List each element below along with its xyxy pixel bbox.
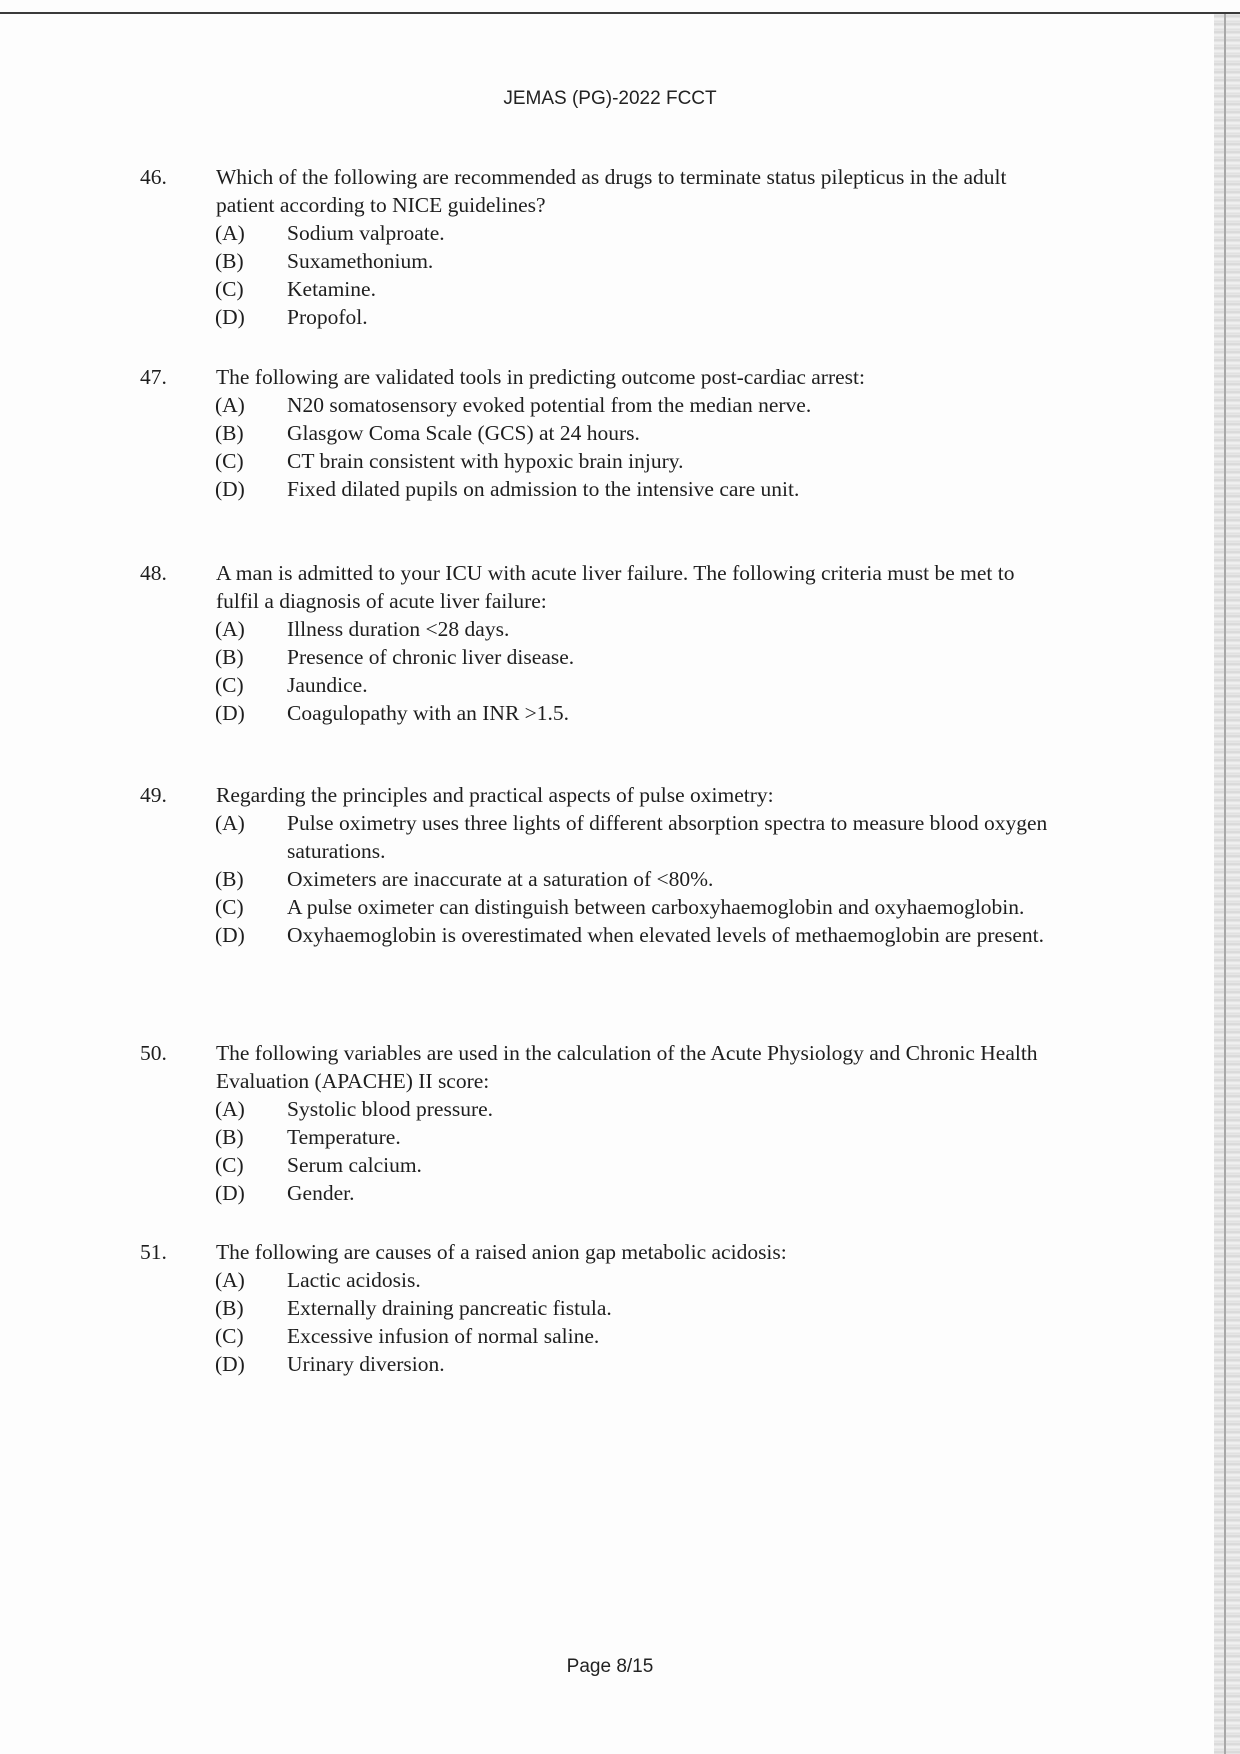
option-text: Serum calcium.	[287, 1153, 422, 1177]
option-c	[215, 1151, 1060, 1179]
option-a	[215, 809, 1060, 865]
option-text: A pulse oximeter can distinguish between carboxyhaemoglobin and oxyhaemoglobin.	[287, 895, 1025, 919]
question-number: 46.	[140, 165, 167, 189]
option-label: (A)	[215, 393, 245, 417]
question-48	[140, 559, 1060, 727]
option-label: (D)	[215, 701, 245, 725]
page-number: Page 8/15	[566, 1656, 654, 1677]
question-47	[140, 363, 1060, 503]
question-text: Which of the following are recommended as drugs to terminate status pilepticus in the adult patient according to NICE guidelines?	[216, 165, 1007, 217]
option-b	[215, 1294, 1060, 1322]
question-number: 47.	[140, 365, 167, 389]
option-text: CT brain consistent with hypoxic brain injury.	[287, 449, 684, 473]
option-text: Suxamethonium.	[287, 249, 434, 273]
option-a	[215, 1095, 1060, 1123]
option-a	[215, 1266, 1060, 1294]
question-text: The following are causes of a raised anion gap metabolic acidosis:	[216, 1240, 787, 1264]
option-label: (B)	[215, 421, 244, 445]
option-label: (A)	[215, 221, 245, 245]
option-label: (B)	[215, 1125, 244, 1149]
scan-top-border	[0, 12, 1240, 14]
question-number: 51.	[140, 1240, 167, 1264]
option-c	[215, 893, 1060, 921]
option-c	[215, 447, 1060, 475]
option-label: (C)	[215, 673, 244, 697]
question-text: A man is admitted to your ICU with acute liver failure. The following criteria must be met to fulfil a diagnosis of acute liver failure:	[216, 561, 1015, 613]
scan-right-edge	[1214, 14, 1240, 1754]
option-d	[215, 475, 1060, 503]
option-label: (A)	[215, 1268, 245, 1292]
option-d	[215, 699, 1060, 727]
option-d	[215, 1179, 1060, 1207]
question-text: Regarding the principles and practical aspects of pulse oximetry:	[216, 783, 774, 807]
question-number: 48.	[140, 561, 167, 585]
option-b	[215, 419, 1060, 447]
question-46	[140, 163, 1060, 331]
question-49	[140, 781, 1060, 949]
option-d	[215, 1350, 1060, 1378]
option-c	[215, 671, 1060, 699]
option-a	[215, 219, 1060, 247]
option-c	[215, 275, 1060, 303]
question-text: The following variables are used in the calculation of the Acute Physiology and Chronic Health Evaluation (APACHE) II score:	[216, 1041, 1038, 1093]
option-text: Illness duration <28 days.	[287, 617, 510, 641]
option-text: Fixed dilated pupils on admission to the intensive care unit.	[287, 477, 800, 501]
option-text: Temperature.	[287, 1125, 401, 1149]
option-label: (A)	[215, 811, 245, 835]
option-label: (A)	[215, 1097, 245, 1121]
option-text: Excessive infusion of normal saline.	[287, 1324, 600, 1348]
option-label: (C)	[215, 895, 244, 919]
page-header: JEMAS (PG)-2022 FCCT	[503, 88, 717, 109]
option-text: Systolic blood pressure.	[287, 1097, 494, 1121]
option-label: (B)	[215, 1296, 244, 1320]
option-text: Sodium valproate.	[287, 221, 445, 245]
option-text: Lactic acidosis.	[287, 1268, 421, 1292]
option-label: (A)	[215, 617, 245, 641]
option-text: Jaundice.	[287, 673, 368, 697]
question-text: The following are validated tools in predicting outcome post-cardiac arrest:	[216, 365, 865, 389]
option-label: (D)	[215, 1352, 245, 1376]
option-label: (D)	[215, 477, 245, 501]
option-text: Glasgow Coma Scale (GCS) at 24 hours.	[287, 421, 640, 445]
option-a	[215, 391, 1060, 419]
question-50	[140, 1039, 1060, 1207]
option-text: Ketamine.	[287, 277, 376, 301]
option-a	[215, 615, 1060, 643]
option-b	[215, 643, 1060, 671]
option-text: Urinary diversion.	[287, 1352, 445, 1376]
option-text: Gender.	[287, 1181, 355, 1205]
option-label: (D)	[215, 923, 245, 947]
option-label: (C)	[215, 277, 244, 301]
option-label: (D)	[215, 305, 245, 329]
option-text: Coagulopathy with an INR >1.5.	[287, 701, 570, 725]
option-text: N20 somatosensory evoked potential from the median nerve.	[287, 393, 812, 417]
option-label: (C)	[215, 1324, 244, 1348]
option-b	[215, 865, 1060, 893]
option-text: Propofol.	[287, 305, 368, 329]
option-text: Pulse oximetry uses three lights of different absorption spectra to measure blood oxygen saturations.	[287, 811, 1048, 863]
option-text: Externally draining pancreatic fistula.	[287, 1296, 612, 1320]
option-text: Oxyhaemoglobin is overestimated when elevated levels of methaemoglobin are present.	[287, 923, 1045, 947]
option-label: (C)	[215, 449, 244, 473]
option-b	[215, 247, 1060, 275]
option-label: (B)	[215, 249, 244, 273]
option-label: (C)	[215, 1153, 244, 1177]
option-c	[215, 1322, 1060, 1350]
option-text: Presence of chronic liver disease.	[287, 645, 575, 669]
option-text: Oximeters are inaccurate at a saturation of <80%.	[287, 867, 714, 891]
option-b	[215, 1123, 1060, 1151]
option-label: (B)	[215, 867, 244, 891]
question-51	[140, 1238, 1060, 1378]
option-label: (B)	[215, 645, 244, 669]
question-number: 49.	[140, 783, 167, 807]
option-d	[215, 303, 1060, 331]
question-number: 50.	[140, 1041, 167, 1065]
option-d	[215, 921, 1060, 949]
option-label: (D)	[215, 1181, 245, 1205]
